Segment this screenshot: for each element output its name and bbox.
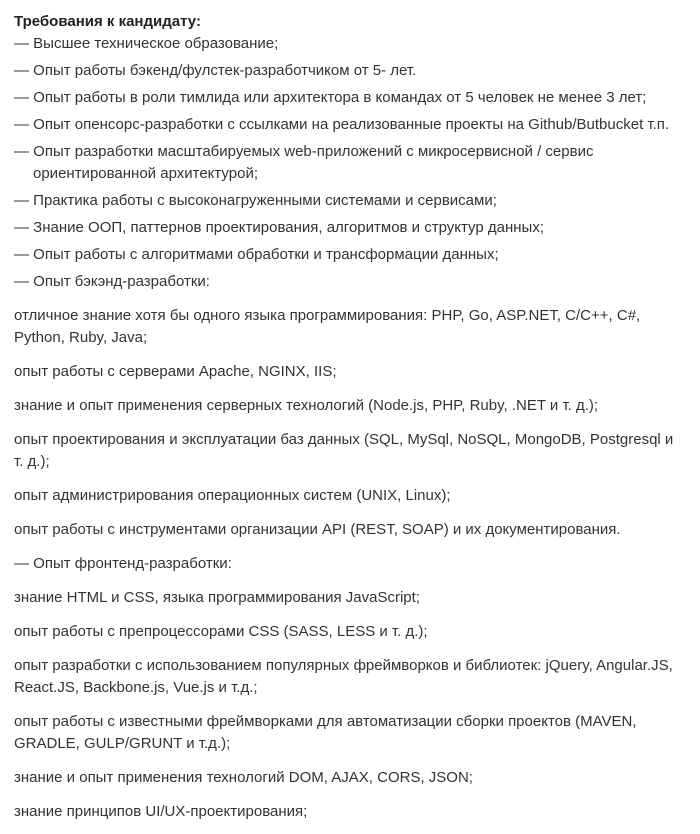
- frontend-section-header: — Опыт фронтенд-разработки:: [14, 555, 232, 572]
- backend-skill-item: опыт проектирования и эксплуатации баз данных (SQL, MySql, NoSQL, MongoDB, Postgresql и т. д.);: [14, 431, 674, 470]
- backend-skill-item: опыт работы с инструментами организации API (REST, SOAP) и их документирования.: [14, 521, 621, 538]
- requirement-item: — Опыт бэкэнд-разработки:: [14, 273, 210, 290]
- frontend-skill-item: опыт разработки с использованием популярных фреймворков и библиотек: jQuery, Angular.JS, React.JS, Backbone.js, Vue.js и т.д.;: [14, 657, 673, 696]
- requirements-list: [14, 33, 686, 293]
- requirements-title: Требования к кандидату:: [14, 13, 201, 30]
- frontend-skill-item: знание HTML и CSS, языка программирования JavaScript;: [14, 589, 420, 606]
- backend-skills-list: [14, 305, 686, 541]
- backend-skill-item: опыт работы с серверами Apache, NGINX, IIS;: [14, 363, 337, 380]
- backend-skill-item: отличное знание хотя бы одного языка программирования: PHP, Go, ASP.NET, C/C++, C#, Python, Ruby, Java;: [14, 307, 641, 346]
- requirement-item: — Опыт разработки масштабируемых web-приложений с микросервисной / сервис ориентированной архитектурой;: [14, 143, 594, 182]
- requirement-item: — Опыт работы бэкенд/фулстек-разработчиком от 5- лет.: [14, 62, 417, 79]
- backend-skill-item: знание и опыт применения серверных технологий (Node.js, PHP, Ruby, .NET и т. д.);: [14, 397, 599, 414]
- backend-skill-item: опыт администрирования операционных систем (UNIX, Linux);: [14, 487, 451, 504]
- requirement-item: — Опыт работы с алгоритмами обработки и трансформации данных;: [14, 246, 499, 263]
- requirement-item: — Высшее техническое образование;: [14, 35, 279, 52]
- frontend-skill-item: знание принципов UI/UX-проектирования;: [14, 803, 308, 820]
- requirement-item: — Опыт работы в роли тимлида или архитектора в командах от 5 человек не менее 3 лет;: [14, 89, 647, 106]
- requirement-item: — Практика работы с высоконагруженными системами и сервисами;: [14, 192, 497, 209]
- frontend-skills-list: [14, 587, 686, 823]
- frontend-skill-item: опыт работы с препроцессорами CSS (SASS, LESS и т. д.);: [14, 623, 428, 640]
- requirement-item: — Опыт опенсорс-разработки с ссылками на реализованные проекты на Github/Butbucket т.п.: [14, 116, 670, 133]
- frontend-skill-item: опыт работы с известными фреймворками для автоматизации сборки проектов (MAVEN, GRADLE, GULP/GRUNT и т.д.);: [14, 713, 637, 752]
- frontend-skill-item: знание и опыт применения технологий DOM, AJAX, CORS, JSON;: [14, 769, 473, 786]
- requirement-item: — Знание ООП, паттернов проектирования, алгоритмов и структур данных;: [14, 219, 544, 236]
